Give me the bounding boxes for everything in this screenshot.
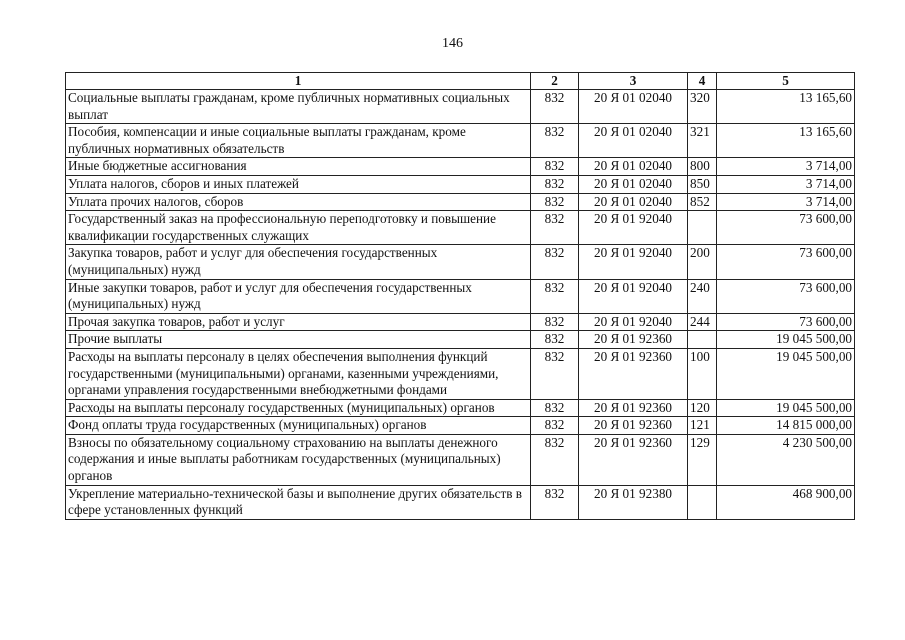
row-csr-cell: 20 Я 01 92040 bbox=[579, 211, 688, 245]
row-sum-cell: 14 815 000,00 bbox=[717, 417, 855, 435]
row-csr-cell: 20 Я 01 92040 bbox=[579, 279, 688, 313]
row-code-cell: 832 bbox=[531, 348, 579, 399]
header-col-1: 1 bbox=[66, 73, 531, 90]
header-col-5: 5 bbox=[717, 73, 855, 90]
row-csr-cell: 20 Я 01 02040 bbox=[579, 193, 688, 211]
table-row bbox=[66, 348, 855, 399]
row-csr-cell: 20 Я 01 92360 bbox=[579, 417, 688, 435]
row-csr-cell: 20 Я 01 02040 bbox=[579, 175, 688, 193]
table-row bbox=[66, 485, 855, 519]
header-col-3: 3 bbox=[579, 73, 688, 90]
row-sum-cell: 19 045 500,00 bbox=[717, 348, 855, 399]
row-csr-cell: 20 Я 01 92360 bbox=[579, 331, 688, 349]
row-name-cell: Фонд оплаты труда государственных (муниципальных) органов bbox=[66, 417, 531, 435]
row-sum-cell: 13 165,60 bbox=[717, 90, 855, 124]
row-sum-cell: 3 714,00 bbox=[717, 175, 855, 193]
table-row bbox=[66, 90, 855, 124]
table-row bbox=[66, 313, 855, 331]
table-row bbox=[66, 175, 855, 193]
row-name-cell: Уплата налогов, сборов и иных платежей bbox=[66, 175, 531, 193]
row-name-cell: Государственный заказ на профессиональную переподготовку и повышение квалификации государственных служащих bbox=[66, 211, 531, 245]
row-csr-cell: 20 Я 01 92040 bbox=[579, 245, 688, 279]
row-vr-cell: 240 bbox=[688, 279, 717, 313]
row-vr-cell: 200 bbox=[688, 245, 717, 279]
row-csr-cell: 20 Я 01 92360 bbox=[579, 434, 688, 485]
row-vr-cell bbox=[688, 485, 717, 519]
row-sum-cell: 73 600,00 bbox=[717, 245, 855, 279]
row-name-cell: Взносы по обязательному социальному страхованию на выплаты денежного содержания и иные выплаты работникам государственных (муниципальных) органов bbox=[66, 434, 531, 485]
table-row bbox=[66, 245, 855, 279]
row-sum-cell: 19 045 500,00 bbox=[717, 331, 855, 349]
row-sum-cell: 3 714,00 bbox=[717, 158, 855, 176]
row-code-cell: 832 bbox=[531, 90, 579, 124]
table-body bbox=[66, 90, 855, 520]
table-row bbox=[66, 158, 855, 176]
row-sum-cell: 468 900,00 bbox=[717, 485, 855, 519]
row-vr-cell: 852 bbox=[688, 193, 717, 211]
table-row bbox=[66, 211, 855, 245]
row-code-cell: 832 bbox=[531, 331, 579, 349]
row-name-cell: Расходы на выплаты персоналу государственных (муниципальных) органов bbox=[66, 399, 531, 417]
row-vr-cell: 121 bbox=[688, 417, 717, 435]
row-name-cell: Пособия, компенсации и иные социальные выплаты гражданам, кроме публичных нормативных обязательств bbox=[66, 124, 531, 158]
row-vr-cell: 320 bbox=[688, 90, 717, 124]
row-sum-cell: 73 600,00 bbox=[717, 313, 855, 331]
row-code-cell: 832 bbox=[531, 175, 579, 193]
budget-table bbox=[65, 72, 855, 520]
row-code-cell: 832 bbox=[531, 158, 579, 176]
header-col-2: 2 bbox=[531, 73, 579, 90]
table-header-row bbox=[66, 73, 855, 90]
row-sum-cell: 19 045 500,00 bbox=[717, 399, 855, 417]
row-vr-cell: 100 bbox=[688, 348, 717, 399]
row-csr-cell: 20 Я 01 02040 bbox=[579, 90, 688, 124]
row-vr-cell: 321 bbox=[688, 124, 717, 158]
row-csr-cell: 20 Я 01 02040 bbox=[579, 124, 688, 158]
table-row bbox=[66, 331, 855, 349]
row-csr-cell: 20 Я 01 92360 bbox=[579, 348, 688, 399]
row-code-cell: 832 bbox=[531, 434, 579, 485]
row-name-cell: Иные бюджетные ассигнования bbox=[66, 158, 531, 176]
row-name-cell: Социальные выплаты гражданам, кроме публичных нормативных социальных выплат bbox=[66, 90, 531, 124]
table-row bbox=[66, 434, 855, 485]
table-row bbox=[66, 399, 855, 417]
row-code-cell: 832 bbox=[531, 211, 579, 245]
row-sum-cell: 73 600,00 bbox=[717, 211, 855, 245]
row-name-cell: Иные закупки товаров, работ и услуг для обеспечения государственных (муниципальных) нужд bbox=[66, 279, 531, 313]
row-name-cell: Закупка товаров, работ и услуг для обеспечения государственных (муниципальных) нужд bbox=[66, 245, 531, 279]
table-row bbox=[66, 193, 855, 211]
row-name-cell: Прочие выплаты bbox=[66, 331, 531, 349]
row-code-cell: 832 bbox=[531, 313, 579, 331]
row-vr-cell: 120 bbox=[688, 399, 717, 417]
page-number: 146 bbox=[442, 36, 463, 51]
row-vr-cell bbox=[688, 331, 717, 349]
row-csr-cell: 20 Я 01 92380 bbox=[579, 485, 688, 519]
row-vr-cell bbox=[688, 211, 717, 245]
row-csr-cell: 20 Я 01 02040 bbox=[579, 158, 688, 176]
row-code-cell: 832 bbox=[531, 417, 579, 435]
header-col-4: 4 bbox=[688, 73, 717, 90]
row-code-cell: 832 bbox=[531, 124, 579, 158]
row-name-cell: Укрепление материально-технической базы и выполнение других обязательств в сфере установленных функций bbox=[66, 485, 531, 519]
row-sum-cell: 3 714,00 bbox=[717, 193, 855, 211]
row-sum-cell: 4 230 500,00 bbox=[717, 434, 855, 485]
row-vr-cell: 129 bbox=[688, 434, 717, 485]
row-vr-cell: 244 bbox=[688, 313, 717, 331]
row-csr-cell: 20 Я 01 92360 bbox=[579, 399, 688, 417]
row-sum-cell: 73 600,00 bbox=[717, 279, 855, 313]
row-code-cell: 832 bbox=[531, 245, 579, 279]
row-vr-cell: 800 bbox=[688, 158, 717, 176]
row-code-cell: 832 bbox=[531, 279, 579, 313]
table-row bbox=[66, 279, 855, 313]
row-code-cell: 832 bbox=[531, 399, 579, 417]
row-code-cell: 832 bbox=[531, 485, 579, 519]
row-csr-cell: 20 Я 01 92040 bbox=[579, 313, 688, 331]
table-row bbox=[66, 417, 855, 435]
row-name-cell: Уплата прочих налогов, сборов bbox=[66, 193, 531, 211]
row-name-cell: Расходы на выплаты персоналу в целях обеспечения выполнения функций государственными (муниципальными) органами, казенными учреждениями, органами управления государственными внебюджетными фондами bbox=[66, 348, 531, 399]
row-sum-cell: 13 165,60 bbox=[717, 124, 855, 158]
row-name-cell: Прочая закупка товаров, работ и услуг bbox=[66, 313, 531, 331]
row-vr-cell: 850 bbox=[688, 175, 717, 193]
table-row bbox=[66, 124, 855, 158]
row-code-cell: 832 bbox=[531, 193, 579, 211]
